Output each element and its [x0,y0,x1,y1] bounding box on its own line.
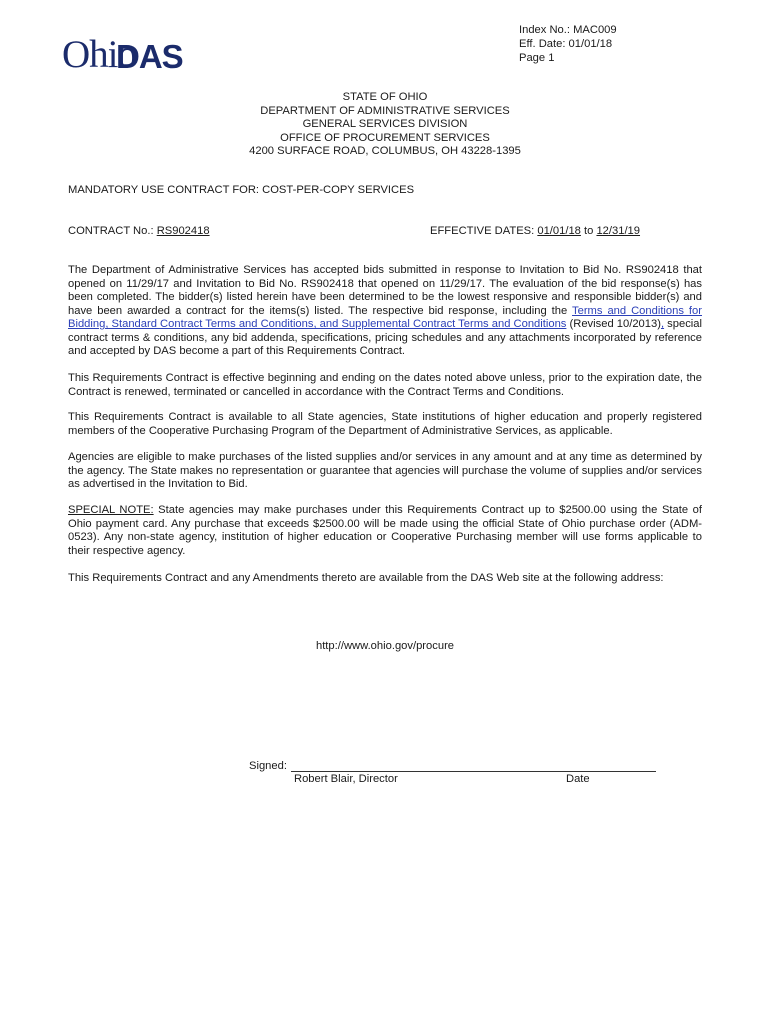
signed-label: Signed: [249,760,287,772]
paragraph-availability: This Requirements Contract is available to all State agencies, State institutions of higher education and properly registered members of the Cooperative Purchasing Program of the Department of Administrative Services, as applicable. [68,411,702,437]
terms-and-conditions-link[interactable]: Terms and Conditions for Bidding, Standard Contract Terms and Conditions, and Supplemental Contract Terms and Conditions [68,304,702,330]
ohio-das-logo [62,33,183,76]
page-number: Page 1 [519,52,555,64]
index-block [519,23,617,65]
effective-end-date: 12/31/19 [596,225,641,237]
effective-dates-label: EFFECTIVE DATES: [430,225,538,237]
director-name: Robert Blair, Director [294,773,398,785]
paragraph-effective: This Requirements Contract is effective beginning and ending on the dates noted above unless, prior to the expiration date, the Contract is renewed, terminated or cancelled in accordance with the Contract Terms and Conditions. [68,372,702,398]
agency-line-state: STATE OF OHIO [342,91,428,103]
terms-comma-link[interactable]: , [660,318,665,330]
contract-number-label: CONTRACT No.: [68,225,157,237]
award-text-after: special contract terms & conditions, any bid addenda, specifications, pricing schedules and any attachments incorporated by reference and accepted by DAS become a part of this Requirements Contract. [68,318,703,357]
agency-header [0,91,770,159]
index-number: Index No.: MAC009 [519,24,617,36]
contract-heading: MANDATORY USE CONTRACT FOR: COST-PER-COPY SERVICES [68,184,415,196]
logo-das-text: DAS [116,38,183,75]
agency-line-division: GENERAL SERVICES DIVISION [302,118,468,131]
paragraph-eligibility: Agencies are eligible to make purchases of the listed supplies and/or services in any amount and at any time as determined by the agency. The State makes no representation or guarantee that agencies will purchase the volume of supplies and/or services as advertised in the Invitation to Bid. [68,451,702,490]
contract-number-line [68,225,210,237]
award-revised: (Revised 10/2013) [566,318,661,330]
date-label: Date [566,773,590,785]
signature-line [291,771,656,772]
effective-date: Eff. Date: 01/01/18 [519,38,613,50]
award-text-before: The Department of Administrative Services has accepted bids submitted in response to Invitation to Bid No. RS902418 that opened on 11/29/17 and Invitation to Bid No. RS902418 that opened on 11/29/17. The evaluation of the bid response(s) has been completed. The bidder(s) listed herein have been determined to be the lowest responsive and responsible bidder(s) and have been awarded a contract for the items(s) listed. The respective bid response, including the [68,264,702,317]
special-note-text: State agencies may make purchases under this Requirements Contract up to $2500.00 using the State of Ohio payment card. Any purchase that exceeds $2500.00 will be made using the official State of Ohio purchase order (ADM-0523). Any non-state agency, institution of higher education or Cooperative Purchasing member will use forms applicable to their respective agency. [68,504,702,557]
contract-number: RS902418 [156,225,210,237]
special-note-label: SPECIAL NOTE: [68,504,154,516]
paragraph-award [68,264,702,359]
procurement-url: http://www.ohio.gov/procure [315,640,455,652]
effective-start-date: 01/01/18 [537,225,581,237]
logo-ohio-text: Ohio [62,33,136,76]
effective-dates-to: to [580,225,597,237]
paragraph-web-availability: This Requirements Contract and any Amendments thereto are available from the DAS Web site at the following address: [68,572,664,584]
effective-dates-line [430,225,640,237]
agency-line-address: 4200 SURFACE ROAD, COLUMBUS, OH 43228-1395 [249,145,521,158]
agency-line-office: OFFICE OF PROCUREMENT SERVICES [280,131,490,144]
paragraph-special-note [68,504,702,558]
agency-line-department: DEPARTMENT OF ADMINISTRATIVE SERVICES [260,104,510,117]
